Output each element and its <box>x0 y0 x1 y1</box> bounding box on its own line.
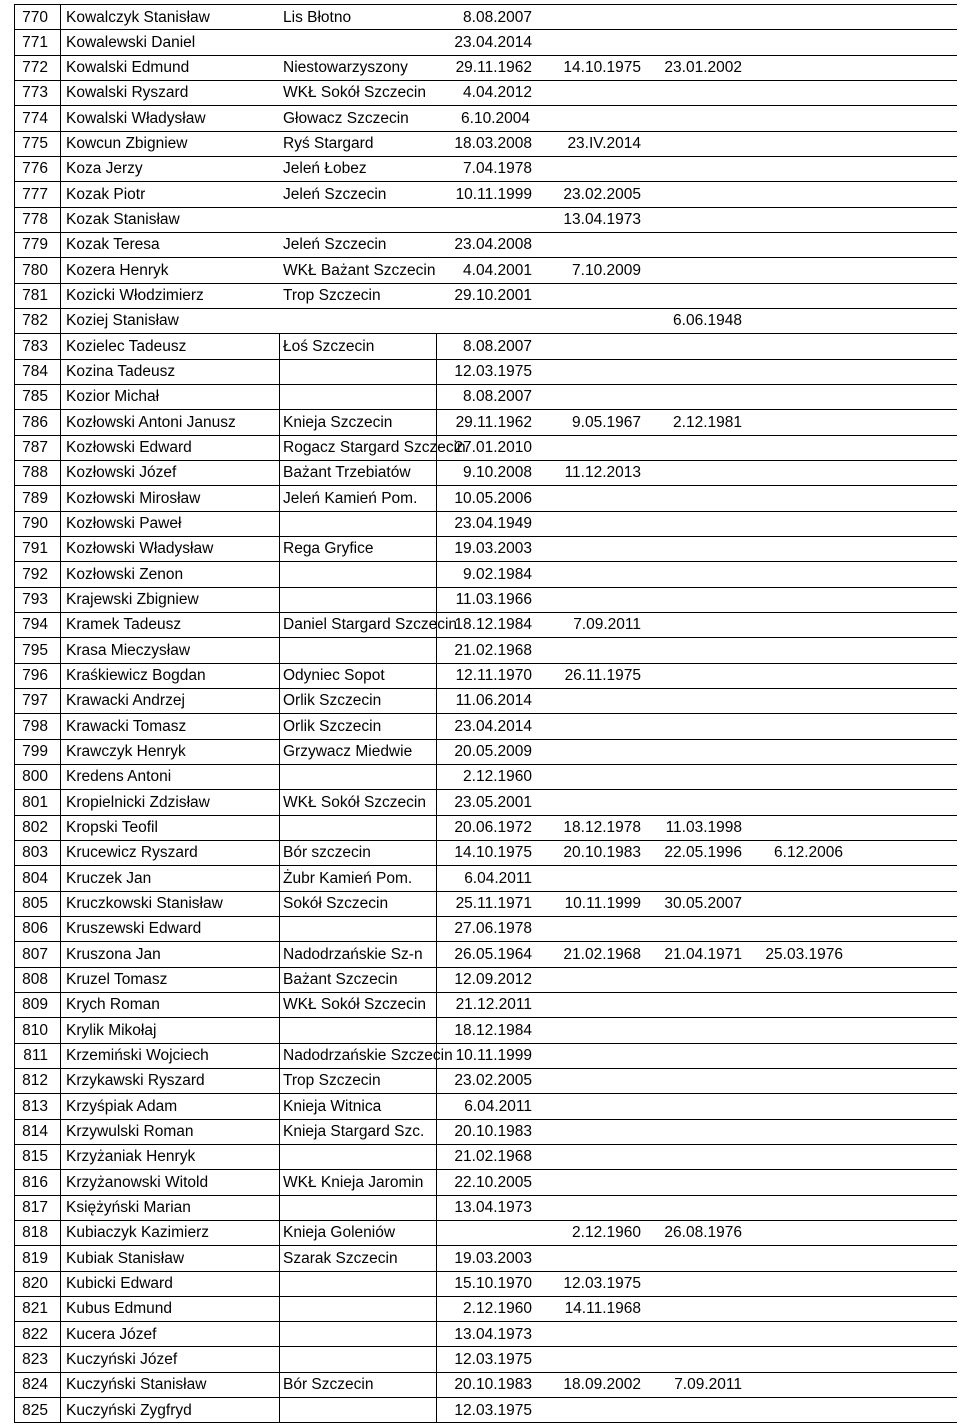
club-name: Orlik Szczecin <box>283 692 382 710</box>
club-name <box>283 587 435 612</box>
member-name: Kuczyński Józef <box>66 1350 178 1368</box>
club-name: Lis Błotno <box>283 8 352 26</box>
date-cell: 8.08.2007 <box>463 337 532 355</box>
club-name: Knieja Goleniów <box>283 1224 396 1242</box>
club-name: Jeleń Szczecin <box>283 236 387 254</box>
row-number: 813 <box>22 1097 48 1115</box>
date-cell: 20.10.1983 <box>563 844 641 862</box>
date-cell: 29.11.1962 <box>455 59 532 77</box>
member-name: Kubiak Stanisław <box>66 1249 185 1267</box>
club-name: Nadodrzańskie Szczecin <box>283 1047 453 1065</box>
club-name: Orlik Szczecin <box>283 717 382 735</box>
row-number: 790 <box>22 515 48 533</box>
date-cell: 13.04.1973 <box>454 1325 532 1343</box>
member-name: Kredens Antoni <box>66 768 172 786</box>
club-name <box>283 1347 435 1372</box>
date-cell: 10.11.1999 <box>564 895 641 913</box>
row-number: 807 <box>22 945 48 963</box>
club-name: Knieja Stargard Szc. <box>283 1123 425 1141</box>
row-number: 788 <box>22 464 48 482</box>
club-name <box>283 384 435 409</box>
member-name: Krasa Mieczysław <box>66 641 191 659</box>
row-number: 786 <box>22 413 48 431</box>
row-number: 789 <box>22 489 48 507</box>
row-number: 800 <box>22 768 48 786</box>
date-cell: 2.12.1960 <box>572 1224 641 1242</box>
date-cell: 4.04.2012 <box>463 84 532 102</box>
club-name: Rega Gryfice <box>283 540 374 558</box>
club-name <box>283 30 435 55</box>
member-name: Kozłowski Władysław <box>66 540 214 558</box>
member-name: Kropielnicki Zdzisław <box>66 793 210 811</box>
club-name: Nadodrzańskie Sz-n <box>283 945 423 963</box>
date-cell: 20.10.1983 <box>454 1123 532 1141</box>
club-name <box>283 1018 435 1043</box>
member-name: Kowalewski Daniel <box>66 33 196 51</box>
date-cell: 19.03.2003 <box>454 1249 532 1267</box>
row-number: 802 <box>22 819 48 837</box>
row-number: 804 <box>22 869 48 887</box>
date-cell: 29.11.1962 <box>455 413 532 431</box>
date-cell: 2.12.1981 <box>673 413 742 431</box>
member-name: Kucera Józef <box>66 1325 157 1343</box>
date-cell: 22.10.2005 <box>454 1173 532 1191</box>
date-cell: 13.04.1973 <box>454 1199 532 1216</box>
row-number: 777 <box>22 185 48 203</box>
club-name: Jeleń Kamień Pom. <box>283 489 418 507</box>
date-cell: 10.05.2006 <box>454 489 532 507</box>
member-name: Kubus Edmund <box>66 1300 172 1318</box>
date-cell: 7.04.1978 <box>463 160 532 178</box>
member-name: Kuczyński Stanisław <box>66 1376 207 1394</box>
row-number: 805 <box>22 895 48 913</box>
date-cell: 14.10.1975 <box>563 59 641 77</box>
member-name: Krawacki Andrzej <box>66 692 185 710</box>
date-cell: 12.03.1975 <box>454 1401 532 1419</box>
row-number: 816 <box>22 1173 48 1191</box>
club-name: Niestowarzyszony <box>283 59 408 77</box>
club-name: Odyniec Sopot <box>283 667 385 685</box>
row-number: 811 <box>23 1047 48 1065</box>
date-cell: 8.08.2007 <box>463 8 532 26</box>
club-name: Bażant Trzebiatów <box>283 464 411 482</box>
club-name <box>283 1144 435 1169</box>
date-cell: 22.05.1996 <box>664 844 742 862</box>
row-number: 782 <box>22 312 48 330</box>
club-name: Bór Szczecin <box>283 1376 374 1394</box>
date-cell: 27.01.2010 <box>454 439 532 457</box>
date-cell: 26.08.1976 <box>664 1224 742 1242</box>
date-cell: 9.05.1967 <box>572 413 641 431</box>
club-name: WKŁ Knieja Jaromin <box>283 1173 424 1191</box>
club-name: Knieja Szczecin <box>283 413 393 431</box>
member-name: Kozłowski Mirosław <box>66 489 201 507</box>
club-name <box>283 815 435 840</box>
member-name: Kozłowski Józef <box>66 464 177 482</box>
date-cell: 12.03.1975 <box>454 1350 532 1368</box>
club-name <box>283 1398 435 1423</box>
date-cell: 2.12.1960 <box>463 768 532 786</box>
date-cell: 26.11.1975 <box>564 667 641 685</box>
date-cell: 10.11.1999 <box>455 185 532 203</box>
row-number: 776 <box>22 160 48 178</box>
member-name: Kruczkowski Stanisław <box>66 895 223 913</box>
club-name: WKŁ Sokół Szczecin <box>283 996 426 1014</box>
date-cell: 6.04.2011 <box>464 869 532 887</box>
member-name: Kruszewski Edward <box>66 920 202 938</box>
club-name: Ryś Stargard <box>283 135 374 153</box>
member-name: Kozłowski Antoni Janusz <box>66 413 236 431</box>
row-number: 809 <box>22 996 48 1014</box>
date-cell: 12.09.2012 <box>454 971 532 989</box>
member-name: Krzyżanowski Witold <box>66 1173 209 1191</box>
row-number: 795 <box>22 641 48 659</box>
club-name: Bażant Szczecin <box>283 971 398 989</box>
date-cell: 15.10.1970 <box>454 1275 532 1292</box>
club-name <box>283 764 435 789</box>
date-cell: 19.03.2003 <box>454 540 532 558</box>
date-cell: 23.01.2002 <box>664 59 742 77</box>
member-name: Kropski Teofil <box>66 819 158 837</box>
date-cell: 7.10.2009 <box>572 261 641 279</box>
date-cell: 18.03.2008 <box>454 135 532 153</box>
date-cell: 12.03.1975 <box>563 1275 641 1292</box>
date-cell: 18.12.1984 <box>454 616 532 634</box>
date-cell: 23.IV.2014 <box>567 135 641 153</box>
row-number: 791 <box>22 540 48 558</box>
member-name: Kozicki Włodzimierz <box>66 287 204 305</box>
member-name: Koziej Stanisław <box>66 312 179 330</box>
member-name: Krzywulski Roman <box>66 1123 194 1141</box>
club-name <box>283 916 435 941</box>
row-number: 774 <box>22 109 48 127</box>
member-name: Kowalczyk Stanisław <box>66 8 210 26</box>
row-number: 821 <box>22 1300 48 1318</box>
date-cell: 23.04.2014 <box>454 717 532 735</box>
date-cell: 20.05.2009 <box>454 743 532 761</box>
date-cell: 27.06.1978 <box>454 920 532 938</box>
row-number: 775 <box>22 135 48 153</box>
date-cell: 23.02.2005 <box>563 185 641 203</box>
column-divider-name <box>279 333 280 1422</box>
row-number: 779 <box>22 236 48 254</box>
date-cell: 6.10.2004 <box>461 109 530 127</box>
row-number: 810 <box>22 1021 48 1039</box>
member-name: Kozłowski Edward <box>66 439 192 457</box>
row-number: 798 <box>22 717 48 735</box>
club-name: Grzywacz Miedwie <box>283 743 413 761</box>
member-name: Kowalski Edmund <box>66 59 190 77</box>
member-name: Kraśkiewicz Bogdan <box>66 667 206 685</box>
member-name: Kozior Michał <box>66 388 160 406</box>
row-number: 812 <box>22 1072 48 1090</box>
date-cell: 6.06.1948 <box>673 312 742 330</box>
date-cell: 7.09.2011 <box>674 1376 742 1394</box>
member-name: Krzykawski Ryszard <box>66 1072 205 1090</box>
date-cell: 12.11.1970 <box>455 667 532 685</box>
date-cell: 29.10.2001 <box>454 287 532 305</box>
date-cell: 23.04.2008 <box>454 236 532 254</box>
date-cell: 9.02.1984 <box>463 565 532 583</box>
column-divider-number <box>60 4 61 1422</box>
member-name: Księżyński Marian <box>66 1199 191 1216</box>
row-number: 771 <box>22 33 48 51</box>
row-number: 806 <box>22 920 48 938</box>
row-number: 772 <box>22 59 48 77</box>
club-name <box>283 308 435 333</box>
club-name <box>283 1296 435 1321</box>
row-number: 770 <box>22 8 48 26</box>
date-cell: 18.12.1978 <box>563 819 641 837</box>
row-number: 817 <box>22 1199 48 1216</box>
date-cell: 7.09.2011 <box>573 616 641 634</box>
date-cell: 23.04.1949 <box>454 515 532 533</box>
date-cell: 26.05.1964 <box>454 945 532 963</box>
member-name: Kubiaczyk Kazimierz <box>66 1224 209 1242</box>
club-name: Bór szczecin <box>283 844 371 862</box>
member-name: Kuczyński Zygfryd <box>66 1401 192 1419</box>
row-number: 818 <box>22 1224 48 1242</box>
row-number: 799 <box>22 743 48 761</box>
date-cell: 25.11.1971 <box>455 895 532 913</box>
club-name: Żubr Kamień Pom. <box>283 869 413 887</box>
row-number: 801 <box>22 793 48 811</box>
member-name: Kowcun Zbigniew <box>66 135 188 153</box>
row-number: 808 <box>22 971 48 989</box>
date-cell: 11.12.2013 <box>564 464 641 482</box>
member-name: Krylik Mikołaj <box>66 1021 157 1039</box>
club-name: Daniel Stargard Szczecin <box>283 616 458 634</box>
member-name: Kruszona Jan <box>66 945 161 963</box>
table-left-border <box>14 4 15 1422</box>
date-cell: 11.03.1966 <box>455 591 532 609</box>
row-number: 781 <box>22 287 48 305</box>
club-name <box>283 207 435 232</box>
member-name: Krawczyk Henryk <box>66 743 186 761</box>
date-cell: 2.12.1960 <box>463 1300 532 1318</box>
member-name: Kozłowski Zenon <box>66 565 184 583</box>
date-cell: 25.03.1976 <box>765 945 843 963</box>
club-name: Głowacz Szczecin <box>283 109 409 127</box>
row-number: 797 <box>22 692 48 710</box>
club-name: Jeleń Łobez <box>283 160 367 178</box>
date-cell: 21.02.1968 <box>454 1148 532 1166</box>
date-cell: 11.03.1998 <box>665 819 742 837</box>
row-number: 773 <box>22 84 48 102</box>
date-cell: 6.04.2011 <box>464 1097 532 1115</box>
member-name: Kozak Stanisław <box>66 211 180 229</box>
row-number: 796 <box>22 667 48 685</box>
club-name: Łoś Szczecin <box>283 337 375 355</box>
member-name: Kramek Tadeusz <box>66 616 182 634</box>
club-name: Knieja Witnica <box>283 1097 382 1115</box>
member-name: Kruczek Jan <box>66 869 152 887</box>
row-number: 780 <box>22 261 48 279</box>
member-name: Kozera Henryk <box>66 261 169 279</box>
date-cell: 21.02.1968 <box>454 641 532 659</box>
row-number: 824 <box>22 1376 48 1394</box>
member-name: Kowalski Władysław <box>66 109 206 127</box>
date-cell: 23.02.2005 <box>454 1072 532 1090</box>
member-name: Kozłowski Paweł <box>66 515 182 533</box>
date-cell: 9.10.2008 <box>463 464 532 482</box>
member-name: Krucewicz Ryszard <box>66 844 198 862</box>
club-name <box>283 638 435 663</box>
member-name: Kozak Piotr <box>66 185 146 203</box>
date-cell: 23.04.2014 <box>454 33 532 51</box>
club-name: Sokół Szczecin <box>283 895 389 913</box>
row-number: 778 <box>22 211 48 229</box>
row-number: 803 <box>22 844 48 862</box>
date-cell: 20.10.1983 <box>454 1376 532 1394</box>
date-cell: 6.12.2006 <box>774 844 843 862</box>
club-name: Trop Szczecin <box>283 287 381 305</box>
club-name <box>283 562 435 587</box>
member-name: Kowalski Ryszard <box>66 84 189 102</box>
club-name <box>283 511 435 536</box>
club-name: WKŁ Sokół Szczecin <box>283 84 426 102</box>
club-name <box>283 1195 435 1220</box>
club-name: Szarak Szczecin <box>283 1249 398 1267</box>
row-number: 825 <box>22 1401 48 1419</box>
club-name: Trop Szczecin <box>283 1072 381 1090</box>
date-cell: 18.12.1984 <box>454 1021 532 1039</box>
row-number: 815 <box>22 1148 48 1166</box>
date-cell: 20.06.1972 <box>454 819 532 837</box>
row-number: 822 <box>22 1325 48 1343</box>
member-name: Krawacki Tomasz <box>66 717 187 735</box>
club-name: Rogacz Stargard Szczecin <box>283 439 466 457</box>
row-number: 823 <box>22 1350 48 1368</box>
date-cell: 4.04.2001 <box>463 261 532 279</box>
club-name <box>283 1322 435 1347</box>
row-number: 783 <box>22 337 48 355</box>
member-name: Kozak Teresa <box>66 236 160 254</box>
date-cell: 21.02.1968 <box>563 945 641 963</box>
row-number: 787 <box>22 439 48 457</box>
member-name: Kozina Tadeusz <box>66 363 176 381</box>
member-name: Kruzel Tomasz <box>66 971 168 989</box>
member-name: Krajewski Zbigniew <box>66 591 199 609</box>
member-name: Krzyśpiak Adam <box>66 1097 178 1115</box>
row-number: 784 <box>22 363 48 381</box>
club-name <box>283 1271 435 1296</box>
row-number: 820 <box>22 1275 48 1292</box>
club-name: WKŁ Sokół Szczecin <box>283 793 426 811</box>
row-number: 792 <box>22 565 48 583</box>
date-cell: 14.10.1975 <box>454 844 532 862</box>
club-name: WKŁ Bażant Szczecin <box>283 261 436 279</box>
date-cell: 23.05.2001 <box>454 793 532 811</box>
row-number: 785 <box>22 388 48 406</box>
member-name: Krzyżaniak Henryk <box>66 1148 196 1166</box>
row-number: 793 <box>22 591 48 609</box>
date-cell: 13.04.1973 <box>563 211 641 229</box>
date-cell: 21.04.1971 <box>664 945 742 963</box>
date-cell: 11.06.2014 <box>455 692 532 710</box>
member-name: Krzemiński Wojciech <box>66 1047 209 1065</box>
date-cell: 12.03.1975 <box>454 363 532 381</box>
date-cell: 8.08.2007 <box>463 388 532 406</box>
member-name: Kozielec Tadeusz <box>66 337 187 355</box>
club-name: Jeleń Szczecin <box>283 185 387 203</box>
member-name: Koza Jerzy <box>66 160 143 178</box>
member-name: Krych Roman <box>66 996 160 1014</box>
date-cell: 10.11.1999 <box>455 1047 532 1065</box>
date-cell: 18.09.2002 <box>563 1376 641 1394</box>
member-name: Kubicki Edward <box>66 1275 173 1292</box>
date-cell: 30.05.2007 <box>664 895 742 913</box>
row-number: 819 <box>22 1249 48 1267</box>
row-number: 814 <box>22 1123 48 1141</box>
date-cell: 14.11.1968 <box>564 1300 641 1318</box>
row-number: 794 <box>22 616 48 634</box>
date-cell: 21.12.2011 <box>455 996 532 1014</box>
club-name <box>283 359 435 384</box>
